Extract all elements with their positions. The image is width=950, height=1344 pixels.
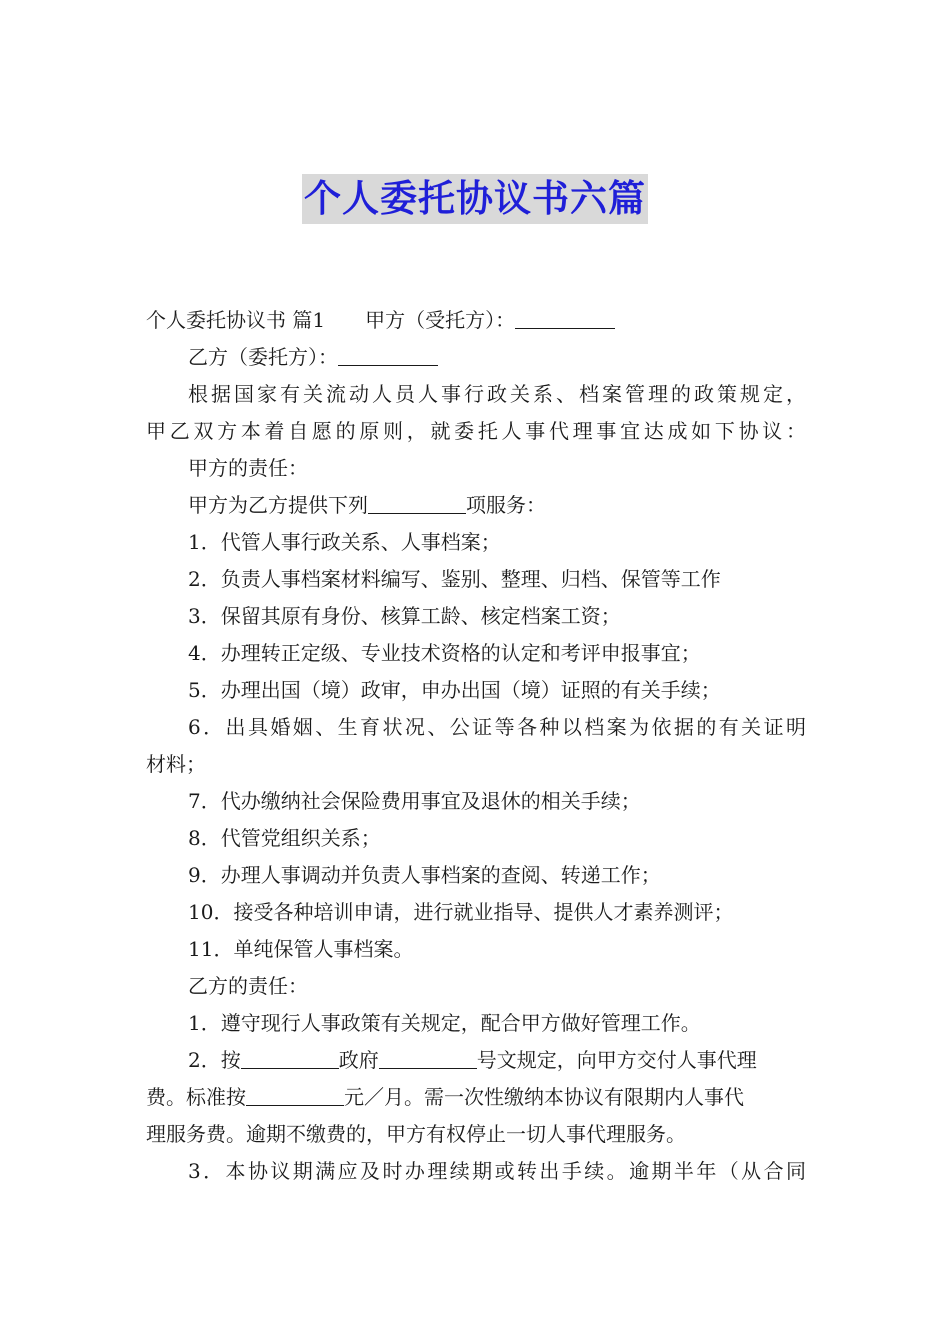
paragraph-line: 甲乙双方本着自愿的原则，就委托人事代理事宜达成如下协议：: [146, 419, 806, 443]
paragraph-line: [146, 487, 806, 524]
text-run: 费。标准按: [146, 1085, 246, 1109]
list-item: 5．办理出国（境）政审，申办出国（境）证照的有关手续；: [188, 678, 721, 702]
paragraph-line: 甲方的责任：: [188, 456, 308, 480]
list-item: [146, 1042, 806, 1079]
list-item: 4．办理转正定级、专业技术资格的认定和考评申报事宜；: [188, 641, 701, 665]
list-item: 3．本协议期满应及时办理续期或转出手续。逾期半年（从合同: [188, 1159, 806, 1183]
list-item: 7．代办缴纳社会保险费用事宜及退休的相关手续；: [188, 789, 641, 813]
list-item-continuation: [146, 1079, 806, 1116]
text-run: 政府: [338, 1048, 379, 1072]
document-title: 个人委托协议书六篇: [302, 174, 648, 224]
list-item: 11．单纯保管人事档案。: [188, 937, 414, 961]
paragraph-line: 根据国家有关流动人员人事行政关系、档案管理的政策规定，: [188, 382, 806, 406]
list-item: 1．代管人事行政关系、人事档案；: [188, 530, 501, 554]
list-item-continuation: 理服务费。逾期不缴费的，甲方有权停止一切人事代理服务。: [146, 1122, 686, 1146]
text-run: 项服务：: [466, 493, 546, 517]
text-run: 元／月。需一次性缴纳本协议有限期内人事代: [344, 1085, 744, 1109]
text-run: 甲方为乙方提供下列: [188, 493, 368, 517]
list-item: 3．保留其原有身份、核算工龄、核定档案工资；: [188, 604, 621, 628]
title-wrap: [0, 174, 950, 224]
paragraph-line: 乙方的责任：: [188, 974, 308, 998]
list-item: 8．代管党组织关系；: [188, 826, 381, 850]
list-item: 1．遵守现行人事政策有关规定，配合甲方做好管理工作。: [188, 1011, 701, 1035]
section-heading: 个人委托协议书 篇1: [146, 308, 326, 332]
blank-field: [379, 1046, 477, 1069]
list-item: 2．负责人事档案材料编写、鉴别、整理、归档、保管等工作: [188, 567, 721, 591]
list-item: 10．接受各种培训申请，进行就业指导、提供人才素养测评；: [188, 900, 734, 924]
document-body: [146, 302, 806, 1190]
text-run: 2．按: [188, 1048, 241, 1072]
blank-field: [368, 491, 466, 514]
blank-field: [515, 306, 615, 329]
list-item-continuation: 材料；: [146, 752, 206, 776]
blank-field: [241, 1046, 339, 1069]
text-run: 号文规定，向甲方交付人事代理: [476, 1048, 757, 1072]
list-item: 6．出具婚姻、生育状况、公证等各种以档案为依据的有关证明: [188, 715, 806, 739]
blank-field: [338, 343, 438, 366]
paragraph-line: [146, 339, 806, 376]
list-item: 9．办理人事调动并负责人事档案的查阅、转递工作；: [188, 863, 661, 887]
party-a-label: 甲方（受托方）：: [365, 308, 516, 332]
party-b-label: 乙方（委托方）：: [188, 345, 338, 369]
blank-field: [246, 1083, 344, 1106]
paragraph-line: [146, 302, 806, 339]
